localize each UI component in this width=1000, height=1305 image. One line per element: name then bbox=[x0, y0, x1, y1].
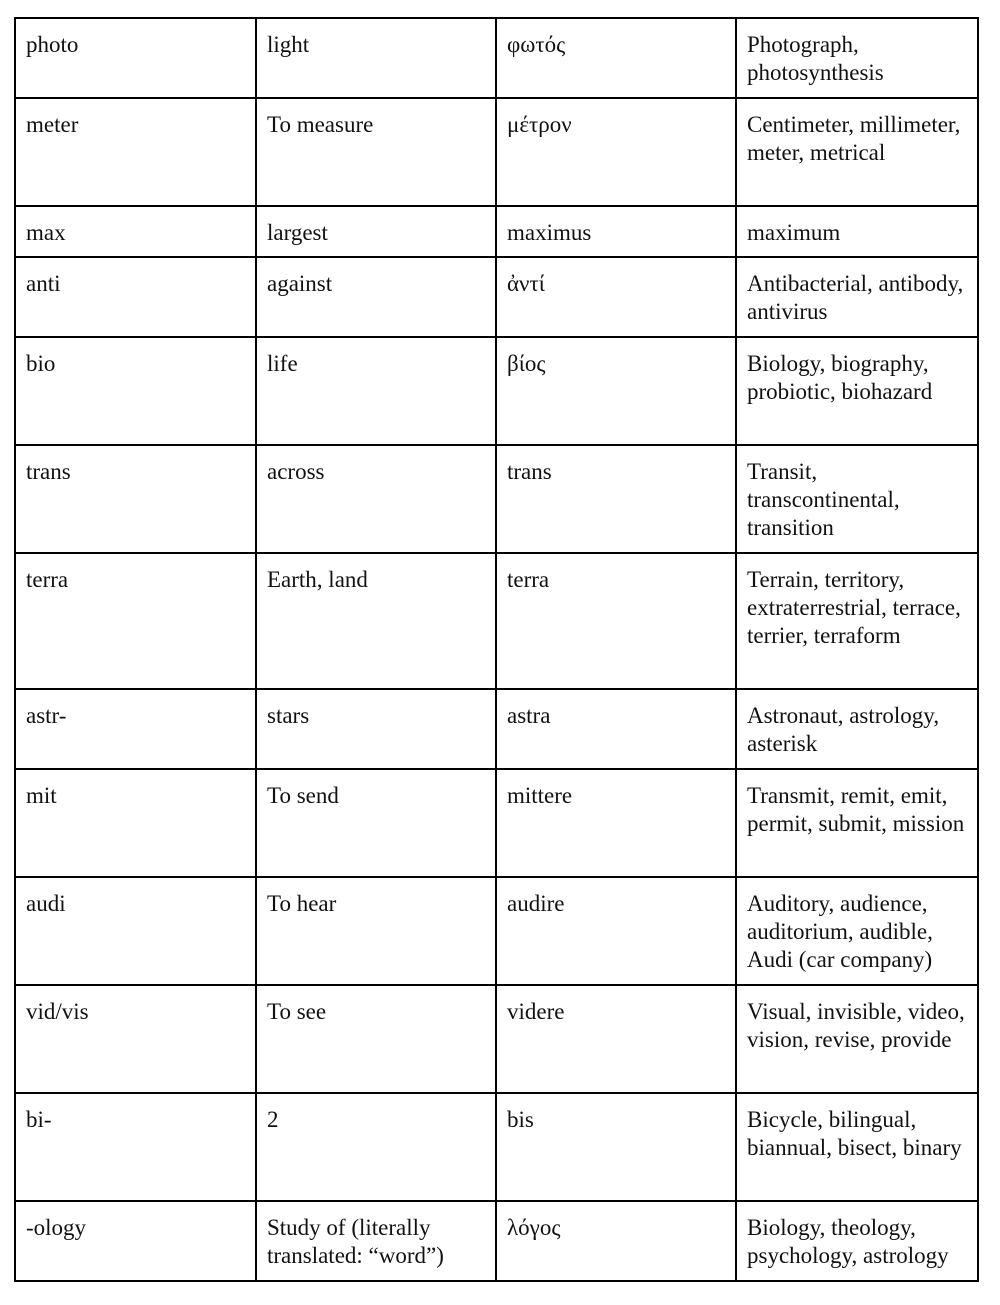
meaning-cell: light bbox=[256, 18, 496, 98]
examples-cell: Visual, invisible, video, vision, revise, provide bbox=[736, 985, 978, 1093]
meaning-cell: against bbox=[256, 257, 496, 337]
root-cell: bio bbox=[15, 337, 256, 445]
meaning-cell: 2 bbox=[256, 1093, 496, 1201]
table-row bbox=[15, 769, 978, 877]
origin-cell: videre bbox=[496, 985, 736, 1093]
root-cell: terra bbox=[15, 553, 256, 689]
origin-cell: μέτρον bbox=[496, 98, 736, 206]
table-row bbox=[15, 689, 978, 769]
root-cell: photo bbox=[15, 18, 256, 98]
examples-cell: Terrain, territory, extraterrestrial, terrace, terrier, terraform bbox=[736, 553, 978, 689]
meaning-cell: To measure bbox=[256, 98, 496, 206]
meaning-cell: To see bbox=[256, 985, 496, 1093]
origin-cell: βίος bbox=[496, 337, 736, 445]
table-row bbox=[15, 1201, 978, 1281]
examples-cell: Bicycle, bilingual, biannual, bisect, binary bbox=[736, 1093, 978, 1201]
root-cell: anti bbox=[15, 257, 256, 337]
table-row bbox=[15, 18, 978, 98]
root-cell: mit bbox=[15, 769, 256, 877]
table-row bbox=[15, 1093, 978, 1201]
table-row bbox=[15, 98, 978, 206]
origin-cell: audire bbox=[496, 877, 736, 985]
meaning-cell: across bbox=[256, 445, 496, 553]
table-row bbox=[15, 337, 978, 445]
root-cell: bi- bbox=[15, 1093, 256, 1201]
origin-cell: terra bbox=[496, 553, 736, 689]
table-row bbox=[15, 877, 978, 985]
examples-cell: Astronaut, astrology, asterisk bbox=[736, 689, 978, 769]
examples-cell: Transit, transcontinental, transition bbox=[736, 445, 978, 553]
origin-cell: mittere bbox=[496, 769, 736, 877]
meaning-cell: Earth, land bbox=[256, 553, 496, 689]
meaning-cell: life bbox=[256, 337, 496, 445]
meaning-cell: To hear bbox=[256, 877, 496, 985]
word-roots-table bbox=[14, 17, 979, 1282]
examples-cell: Photograph, photosynthesis bbox=[736, 18, 978, 98]
table-row bbox=[15, 206, 978, 257]
origin-cell: bis bbox=[496, 1093, 736, 1201]
examples-cell: Biology, biography, probiotic, biohazard bbox=[736, 337, 978, 445]
root-cell: trans bbox=[15, 445, 256, 553]
origin-cell: φωτός bbox=[496, 18, 736, 98]
origin-cell: astra bbox=[496, 689, 736, 769]
root-cell: meter bbox=[15, 98, 256, 206]
table-row bbox=[15, 985, 978, 1093]
root-cell: vid/vis bbox=[15, 985, 256, 1093]
origin-cell: λόγος bbox=[496, 1201, 736, 1281]
meaning-cell: To send bbox=[256, 769, 496, 877]
examples-cell: Antibacterial, antibody, antivirus bbox=[736, 257, 978, 337]
root-cell: max bbox=[15, 206, 256, 257]
origin-cell: maximus bbox=[496, 206, 736, 257]
root-cell: audi bbox=[15, 877, 256, 985]
root-cell: astr- bbox=[15, 689, 256, 769]
examples-cell: maximum bbox=[736, 206, 978, 257]
meaning-cell: largest bbox=[256, 206, 496, 257]
root-cell: -ology bbox=[15, 1201, 256, 1281]
meaning-cell: stars bbox=[256, 689, 496, 769]
origin-cell: trans bbox=[496, 445, 736, 553]
table-row bbox=[15, 257, 978, 337]
table-row bbox=[15, 553, 978, 689]
origin-cell: ἀντί bbox=[496, 257, 736, 337]
examples-cell: Transmit, remit, emit, permit, submit, mission bbox=[736, 769, 978, 877]
table-row bbox=[15, 445, 978, 553]
examples-cell: Auditory, audience, auditorium, audible, Audi (car company) bbox=[736, 877, 978, 985]
examples-cell: Biology, theology, psychology, astrology bbox=[736, 1201, 978, 1281]
meaning-cell: Study of (literally translated: “word”) bbox=[256, 1201, 496, 1281]
examples-cell: Centimeter, millimeter, meter, metrical bbox=[736, 98, 978, 206]
